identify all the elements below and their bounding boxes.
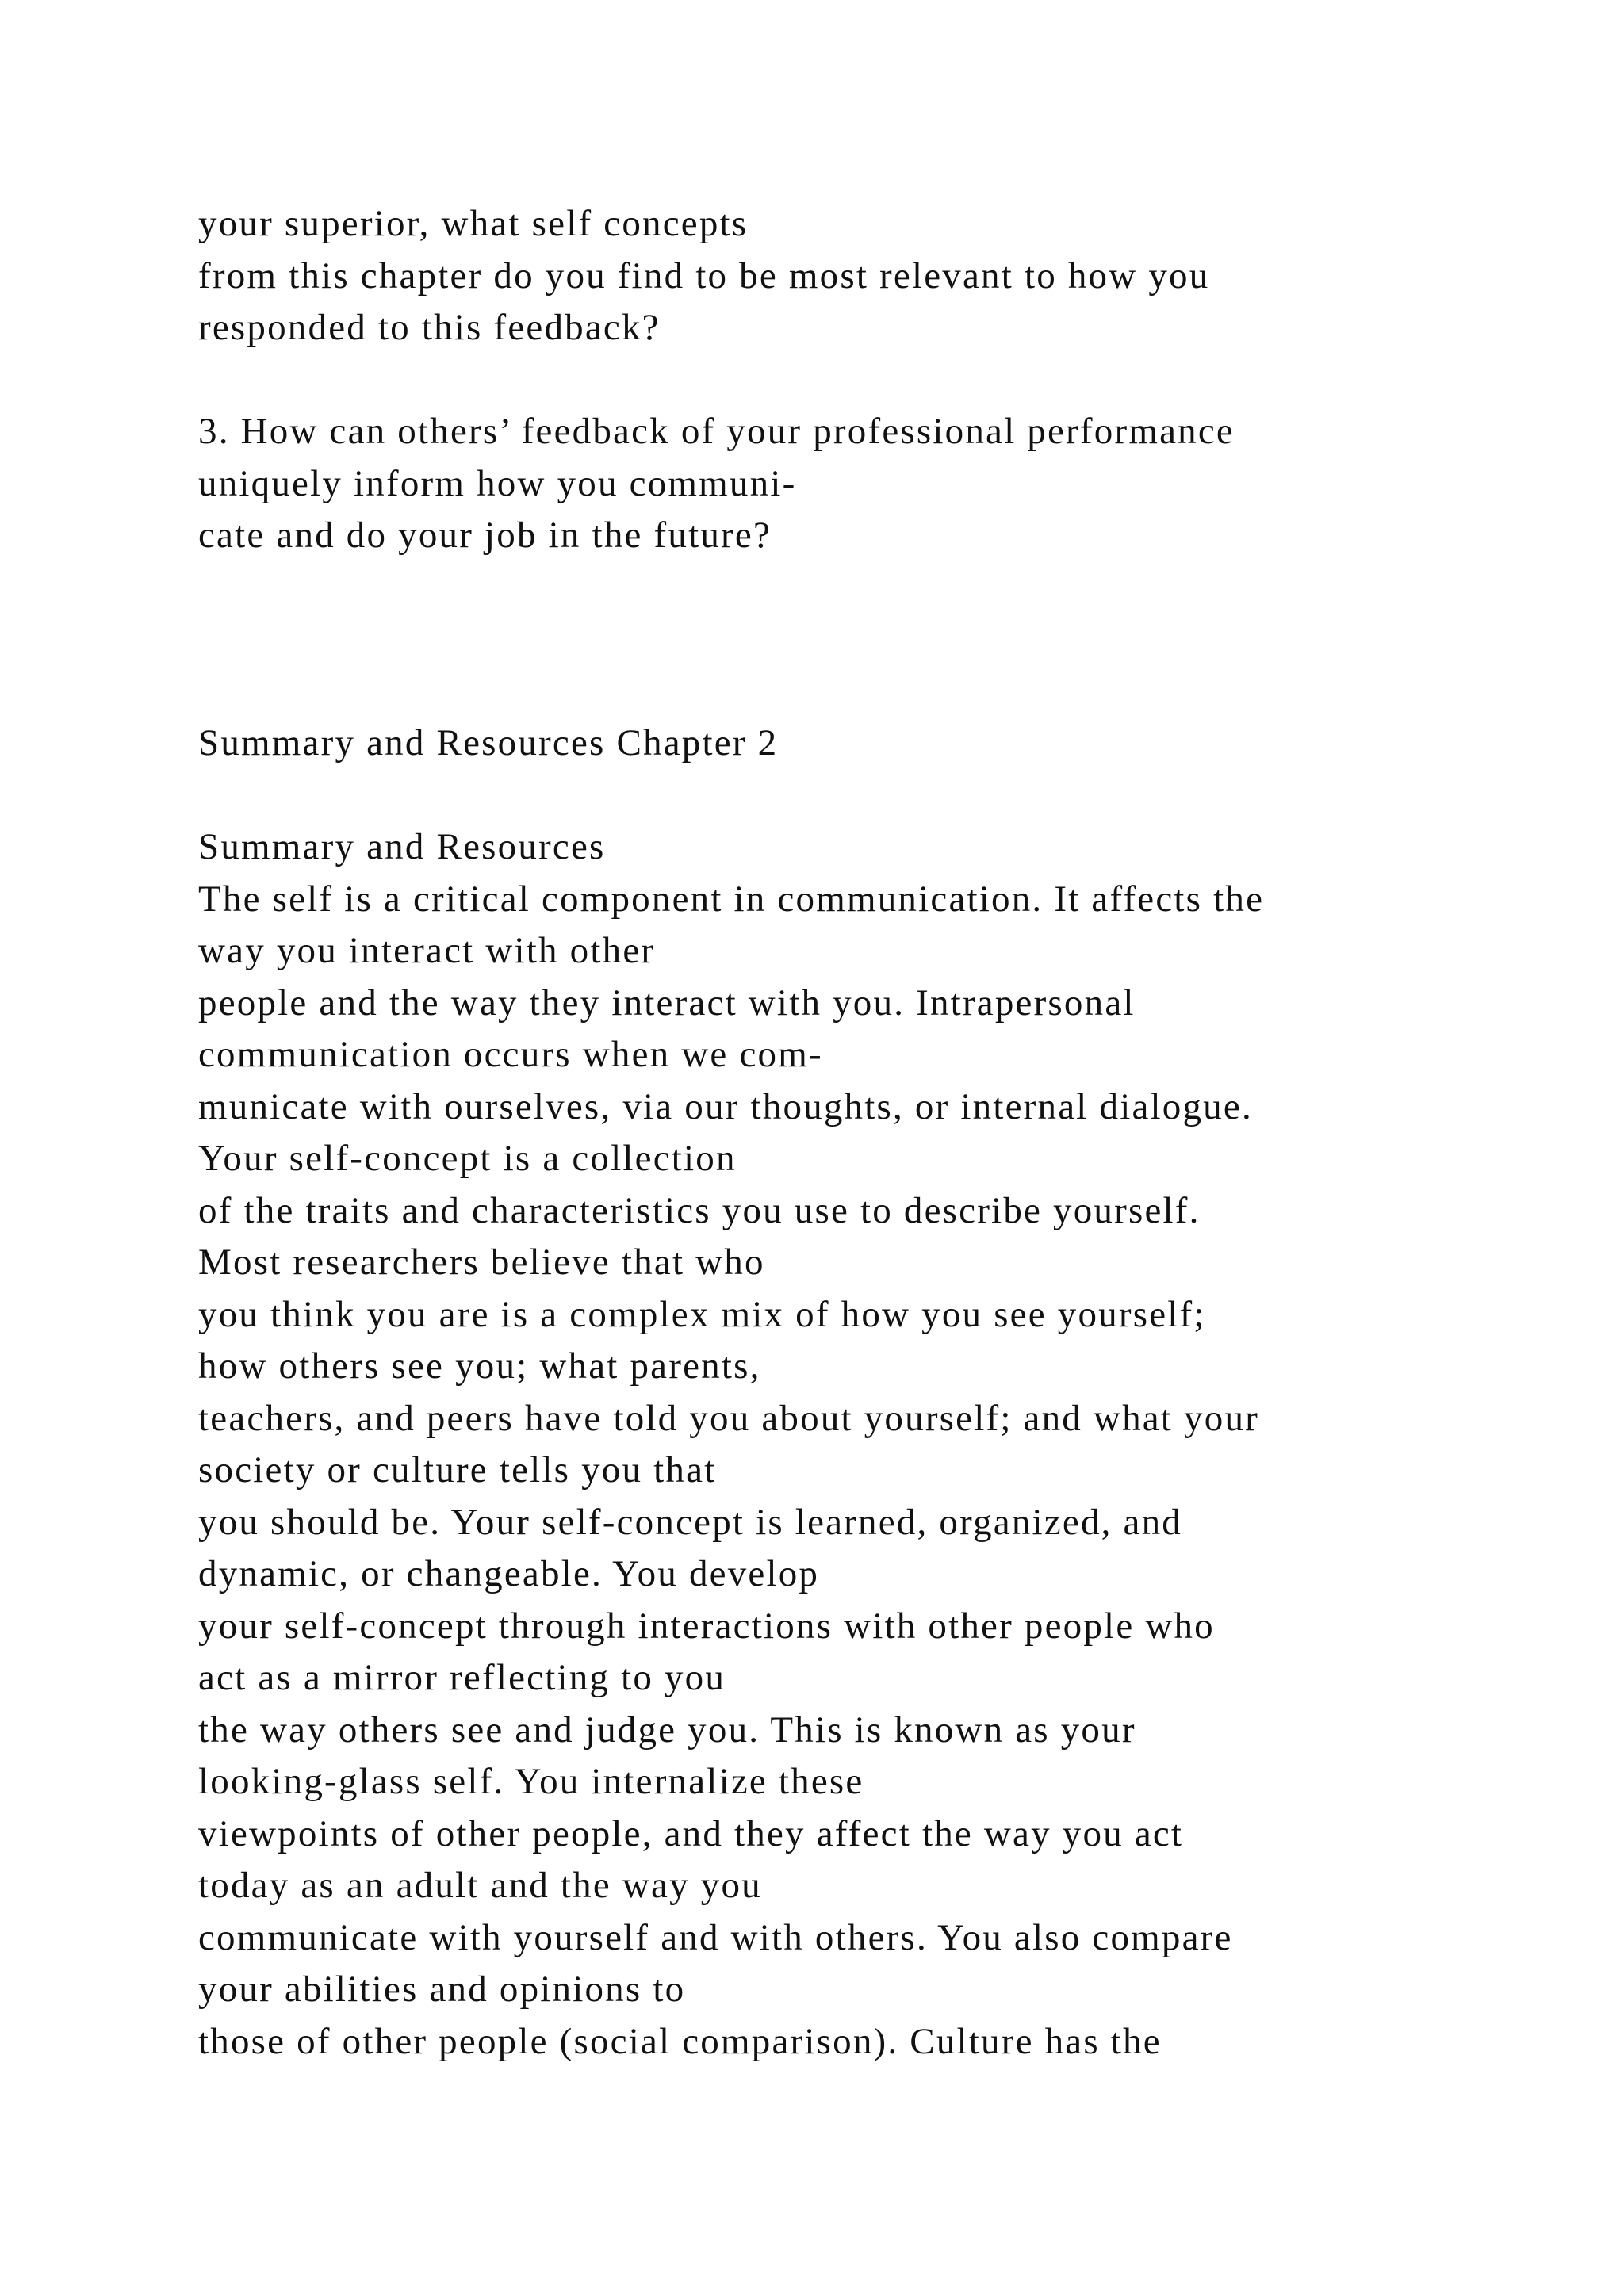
blank-line (198, 770, 1546, 822)
text-line: teachers, and peers have told you about yourself; and what your (198, 1397, 1260, 1439)
chapter-heading: Summary and Resources Chapter 2 (198, 722, 779, 763)
text-line: act as a mirror reflecting to you (198, 1657, 726, 1698)
blank-line (198, 666, 1546, 718)
text-line: communication occurs when we com- (198, 1034, 823, 1075)
text-line: cate and do your job in the future? (198, 515, 772, 556)
question-3-line: 3. How can others’ feedback of your professional performance (198, 411, 1235, 452)
text-line: you should be. Your self-concept is learned, organized, and (198, 1501, 1183, 1543)
text-line: The self is a critical component in communication. It affects the (198, 878, 1265, 920)
text-line: way you interact with other (198, 930, 656, 971)
text-line: society or culture tells you that (198, 1449, 717, 1490)
text-line: the way others see and judge you. This is known as your (198, 1709, 1136, 1751)
text-line: from this chapter do you find to be most relevant to how you (198, 254, 1210, 297)
blank-line (198, 562, 1546, 614)
text-line: Most researchers believe that who (198, 1242, 765, 1283)
text-line: you think you are is a complex mix of how you see yourself; (198, 1293, 1206, 1335)
text-line: people and the way they interact with you. Intrapersonal (198, 982, 1136, 1024)
text-line: uniquely inform how you communi- (198, 462, 797, 504)
blank-line (198, 614, 1546, 666)
text-line: your self-concept through interactions with other people who (198, 1605, 1215, 1647)
text-line: municate with ourselves, via our thoughts, or internal dialogue. (198, 1085, 1253, 1127)
text-line: Your self-concept is a collection (198, 1138, 737, 1179)
section-heading: Summary and Resources (198, 826, 606, 867)
text-line: of the traits and characteristics you use to describe yourself. (198, 1189, 1201, 1231)
text-line: communicate with yourself and with others. You also compare (198, 1916, 1233, 1958)
text-line: responded to this feedback? (198, 307, 661, 348)
text-line: those of other people (social comparison). Culture has the (198, 2020, 1162, 2062)
blank-line (198, 354, 1546, 407)
text-line: your abilities and opinions to (198, 1969, 686, 2010)
text-line: dynamic, or changeable. You develop (198, 1553, 820, 1594)
text-line: your superior, what self concepts (198, 203, 749, 244)
text-line: today as an adult and the way you (198, 1865, 762, 1906)
text-line: viewpoints of other people, and they affect the way you act (198, 1812, 1184, 1854)
text-line: how others see you; what parents, (198, 1345, 761, 1387)
body-text (198, 198, 1546, 2068)
text-line: looking-glass self. You internalize these (198, 1761, 864, 1802)
